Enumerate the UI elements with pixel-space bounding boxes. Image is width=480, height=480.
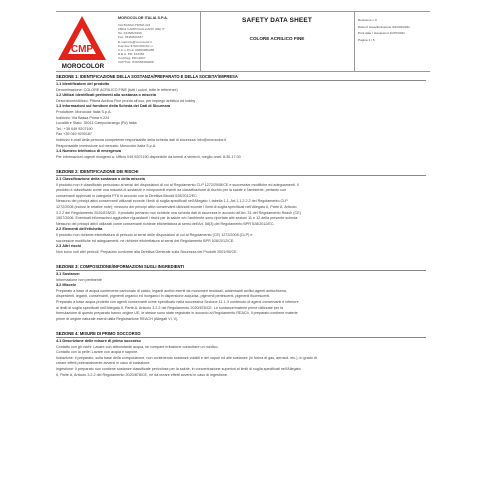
body-text-line: 3.2.2 del Regolamento 2020/878/CE. Il prodotto pertanto non richiede una scheda dati di sicurezza in accordo all'Art. 31 del Regolamento Reach (CE) <box>56 210 301 215</box>
document-body <box>56 74 426 387</box>
section-2 <box>56 169 426 255</box>
body-text-line: Contatto con gli occhi: Lavare con abbondante acqua, se compare irritazione consultare un medico. <box>56 344 219 349</box>
body-text-line: Responsabile immissione sul mercato: Morocolor Italia S.p.A. <box>56 143 157 148</box>
body-text-line: Non sono noti altri pericoli. Preparato conforme alla Direttiva Generale sulla Sicurezza dei Prodotti 2001/95/CE. <box>56 249 238 254</box>
body-text-line: Contatto con la pelle: Lavare con acqua e sapone. <box>56 350 139 355</box>
subsection-title: 1.4 Numero telefonico di emergenza <box>56 149 121 154</box>
body-text-line: Descrizione/utilizzo: Pittura Acrilica Fine pronta all'uso, per impiego artistico ed hobby <box>56 98 196 103</box>
morocolor-logo <box>56 14 108 70</box>
company-info <box>118 16 200 65</box>
company-detail-line: Fax. 0445/820187 <box>118 35 143 40</box>
company-detail-line: Tel. 0445/820190 <box>118 31 142 36</box>
body-text-line: Fax +39 049 9200187 <box>56 132 92 137</box>
document-title-box <box>202 13 352 69</box>
company-detail-line: E-mail:info@morocolor.it <box>118 39 152 44</box>
subsection-title: 1.3 Informazioni sul fornitore della Scheda dei Dati di Sicurezza <box>56 104 171 109</box>
section-4 <box>56 331 426 378</box>
body-text-line: formulazione di questo preparato hanno origine UE, le stesse sono state registrate in accordo al Regolamento REACh. Il preparato contiene materie <box>56 311 298 316</box>
subsection-title: 4.1 Descrizione delle misure di primo soccorso <box>56 339 141 344</box>
company-detail-line: R.E.A. PD: 123454 <box>118 52 145 57</box>
product-name: COLORE ACRILICO FINE <box>249 36 305 41</box>
section-title: SEZIONE 3: COMPOSIZIONE/INFORMAZIONI SUGLI INGREDIENTI <box>56 264 426 271</box>
body-text-line: Il prodotto non è classificato pericoloso ai sensi del disposizioni di cui al Regolamento CLP 1272/2008/CE e successive modifiche ed adeguamenti. Il <box>56 182 299 187</box>
body-text-line: Indirizzo: Via Bassa Prima n.224 <box>56 115 110 120</box>
section-1 <box>56 74 426 160</box>
body-text-line: Informazione non pertinente <box>56 277 102 282</box>
body-text-line: Preparato a base acqua protetto con agenti conservanti come specificato nella successiva Sezione 11.1; il contenuto di agenti conservanti è inferiore <box>56 300 299 305</box>
section-title: SEZIONE 1: IDENTIFICAZIONE DELLA SOSTANZA/PREPARATO E DELLA SOCIETA'/IMPRESA <box>56 74 426 81</box>
body-text-line: prodotto è classificato come una miscela di sostanze e componenti esenti da classificazione di rischio per la salute e l'ambiente, pertanto con <box>56 188 287 193</box>
body-text-line: Nessuno dei principi attivi conservanti utilizzati eccede i limiti di soglia specificati nell'Allegato I, tabella 1.1, Art.1.1.2.2.2 del Regolamento CLP <box>56 199 288 204</box>
body-text-line: creare effetti potenzialmente avversi in caso di inalazione. <box>56 361 151 366</box>
subsection-title: 1.1 Identificatore del prodotto <box>56 82 110 87</box>
body-text-line: Denominazione: COLORE ACRILICO FINE (tutti i colori, tutte le referenze) <box>56 87 178 92</box>
section-title: SEZIONE 4: MISURE DI PRIMO SOCCORSO <box>56 331 426 338</box>
revision-info <box>358 17 432 43</box>
body-text-line: disperdenti, leganti, conservanti, pigmenti organici ed inorganici in dispersione acquosa, pigmenti perlescenti, pigmenti fluorescenti. <box>56 294 271 299</box>
body-text-line: conservanti approvati in categoria PT6 in accordo con la Direttiva Biocidi 528/2012/EC. <box>56 193 198 198</box>
section-title: SEZIONE 2: IDENTIFICAZIONE DEI RISCHI <box>56 169 426 176</box>
body-text-line: Per informazioni urgenti rivolgersi a: Ufficio 049 9207190 disponibile da lunedì a venerdì, meglio orari: 8:30-17:30 <box>56 154 241 159</box>
company-name: MOROCOLOR ITALIA S.P.A. <box>118 16 168 20</box>
body-text-line: successive modifiche ed adeguamenti, né richiede etichettatura ai sensi del Regolamento BPR 528/2012/CE. <box>56 238 235 243</box>
subsection-title: 2.1 Classificazione della sostanza o della miscela <box>56 177 145 182</box>
section-3 <box>56 264 426 322</box>
body-text-line: ai limiti di soglia specificati nell'Allegato II, Parte A, Articolo 3.2.2 del Regolamento 2020/878/CE. Le sostanze/materie prime utilizzate per la <box>56 305 283 310</box>
body-text-line: 1272/2008 (inclusi le relative note); nessuno dei principi attivi conservanti utilizzati eccede i limiti di soglia specificati nell'Allegato II, Parte A, Articolo <box>56 205 297 210</box>
body-text-line: Produttore: Morocolor Italia S.p.A. <box>56 110 112 115</box>
body-text-line: prime di origine naturale esenti dalla Registrazione REACH (Allegati VI, V). <box>56 316 179 321</box>
subsection-title: 3.1 Sostanze: <box>56 272 81 277</box>
subsection-title: 2.2 Elementi dell'etichetta <box>56 227 103 232</box>
document-title: SAFETY DATA SHEET <box>242 17 312 24</box>
body-text-line: Ingestione: Il preparato non contiene sostanze classificate pericolose per la salute, in concentrazione superiori ai limiti di soglia specificati nell'Allegato <box>56 367 301 372</box>
company-detail-line: Cod.Reg. PD/11667 <box>118 56 146 61</box>
body-text-line: Preparato a base di acqua contenente carbonato di calcio, leganti acrilici esenti da monomeri residuali, addensanti acrilici,agenti antischiuma, <box>56 288 287 293</box>
company-detail-line: 28011 CAMPOGALLIANO (RE) IT <box>118 27 165 32</box>
company-detail-line: C.F. e P.iva: 00653980288 <box>118 47 155 52</box>
revision-line: Revisione n.0 <box>358 18 377 22</box>
company-detail-line: Cap.Soc.€ 500.000,00 i.v. <box>118 43 154 48</box>
revision-line: Pagina 1 / 8 <box>358 37 375 42</box>
body-text-line: Il prodotto non richiede etichettatura di pericolo ai sensi delle disposizioni di cui al Regolamento (CE) 1272/2008 (CLP) e <box>56 233 253 237</box>
logo-wordmark: MOROCOLOR <box>61 63 105 70</box>
body-text-line: II, Parte A, Articolo 3.2.2 del Regolamento 2020/878/CE, né da creare effetti avversi in caso di ingestione. <box>56 372 228 377</box>
company-detail-line: VIA BASSA PRIMA 224 <box>118 23 151 27</box>
subsection-title: 2.3 Altri rischi <box>56 244 81 249</box>
body-text-line: Inalazione: il preparato, sulla base della composizione, non contenendo sostanze volatili e dei vapori ed alle sostanze (in forma di gas, aerosol, etc.), in grado di <box>56 355 317 360</box>
company-detail-line: VAT/TVA: IT00653980288 <box>118 60 154 65</box>
body-text-line: 1907/2006. Eventuali informazioni aggiuntive riguardanti i rischi per la salute e/o l'ambiente sono riportate alle sezioni 11 e 12 della presente scheda. <box>56 216 299 221</box>
cmp-triangle-icon <box>56 14 108 62</box>
subsection-title: 3.2 Miscele <box>56 283 77 288</box>
revision-line: Print date / stampato il 11/07/2021 <box>358 31 405 35</box>
subsection-title: 1.2 Utilizzi identificati pertinenti alla sostanza o miscela <box>56 93 156 98</box>
svg-text:CMP: CMP <box>70 44 94 55</box>
body-text-line: Tel.: +39 049 9207190 <box>56 126 93 131</box>
revision-line: Data of issue/Emissione 3/11/04/2021 <box>358 24 410 29</box>
body-text-line: Nessuno dei principi attivi utilizzati come conservanti richiede etichettatura ai sensi dell'Art. 58(3) del Regolamento BPR 528/2012/EC. <box>56 221 275 226</box>
body-text-line: Località e Stato: 35011 Campodarsego (Pd) Italia <box>56 121 137 126</box>
body-text-line: Indirizzo e-mail della persona competente responsabile della scheda dati di sicurezza: info@morocolor.it <box>56 138 227 143</box>
